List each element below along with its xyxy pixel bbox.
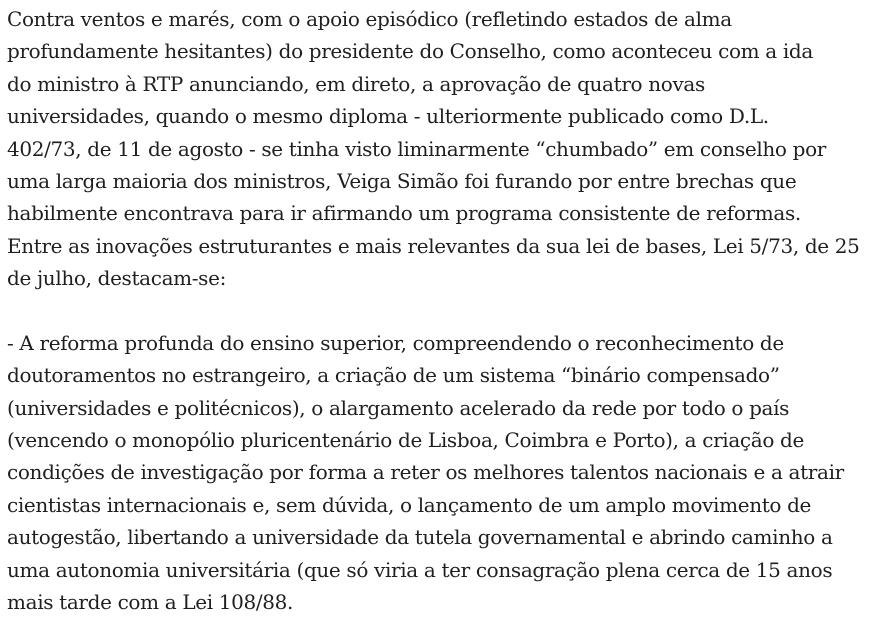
paragraph-line: cientistas internacionais e, sem dúvida, o lançamento de um amplo movimento de — [7, 492, 812, 517]
paragraph-line: condições de investigação por forma a reter os melhores talentos nacionais e a atrair — [7, 460, 844, 485]
paragraph-1 — [7, 3, 879, 295]
paragraph-line: autogestão, libertando a universidade da tutela governamental e abrindo caminho a — [7, 525, 833, 550]
paragraph-line: profundamente hesitantes) do presidente do Conselho, como aconteceu com a ida — [7, 39, 813, 64]
paragraph-line: (vencendo o monopólio pluricentenário de Lisboa, Coimbra e Porto), a criação de — [7, 428, 804, 453]
paragraph-line: Contra ventos e marés, com o apoio episódico (refletindo estados de alma — [7, 7, 732, 31]
paragraph-line: Entre as inovações estruturantes e mais relevantes da sua lei de bases, Lei 5/73, de 25 — [7, 233, 860, 258]
paragraph-line: doutoramentos no estrangeiro, a criação de um sistema “binário compensado” — [7, 363, 780, 388]
paragraph-spacer — [7, 295, 879, 327]
paragraph-line: uma larga maioria dos ministros, Veiga Simão foi furando por entre brechas que — [7, 168, 797, 193]
paragraph-line: (universidades e politécnicos), o alargamento acelerado da rede por todo o país — [7, 395, 790, 420]
paragraph-line: habilmente encontrava para ir afirmando um programa consistente de reformas. — [7, 201, 801, 226]
paragraph-line: do ministro à RTP anunciando, em direto, a aprovação de quatro novas — [7, 71, 705, 96]
paragraph-line: 402/73, de 11 de agosto - se tinha visto liminarmente “chumbado” em conselho por — [7, 136, 826, 161]
paragraph-line: universidades, quando o mesmo diploma - ulteriormente publicado como D.L. — [7, 104, 769, 129]
paragraph-line: - A reforma profunda do ensino superior, compreendendo o reconhecimento de — [7, 330, 784, 355]
paragraph-2 — [7, 327, 879, 619]
paragraph-line: mais tarde com a Lei 108/88. — [7, 590, 294, 615]
paragraph-line: uma autonomia universitária (que só viria a ter consagração plena cerca de 15 anos — [7, 557, 833, 582]
paragraph-line: de julho, destacam-se: — [7, 266, 226, 291]
